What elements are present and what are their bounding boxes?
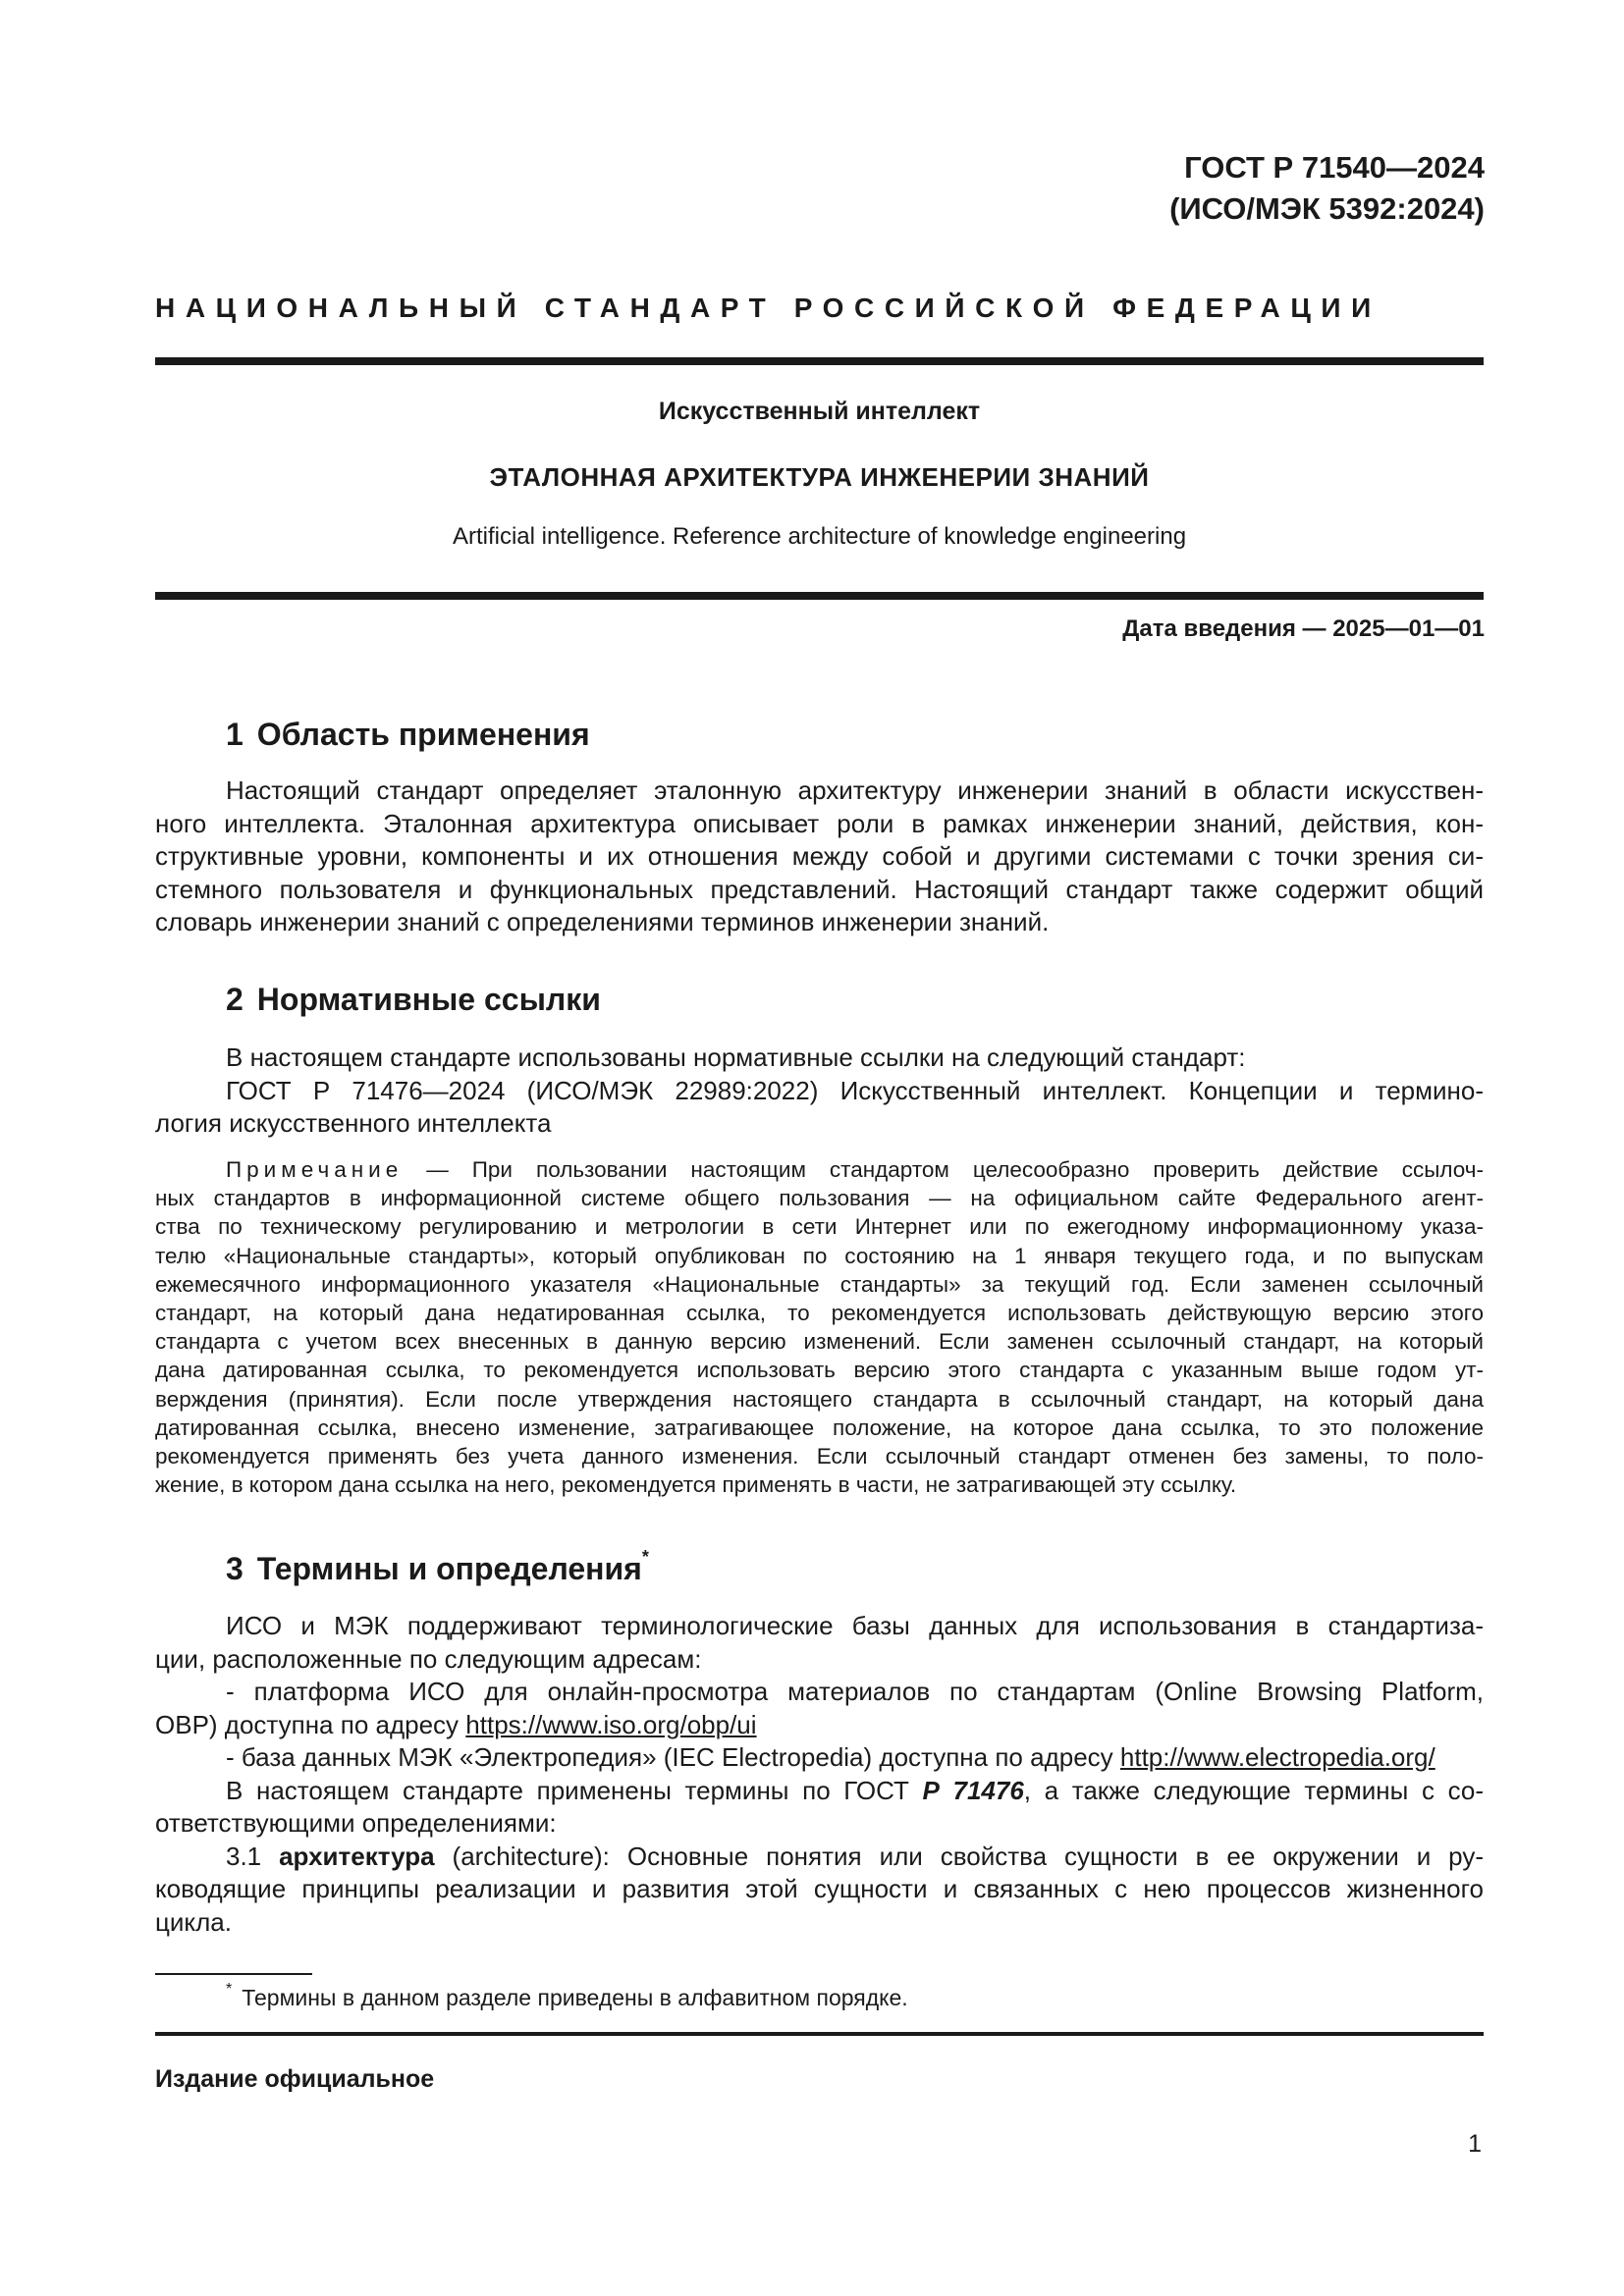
obp-item: - платформа ИСО для онлайн-просмотра материалов по стандартам (Online Browsing Platform, xyxy=(226,1677,1484,1706)
title-english: Artificial intelligence. Reference architecture of knowledge engineering xyxy=(452,523,1187,550)
section-1-line: Настоящий стандарт определяет эталонную архитектуру инженерии знаний в области искусствен- xyxy=(226,775,1484,805)
page-number: 1 xyxy=(1468,2130,1482,2158)
section-3-footnote-mark: * xyxy=(641,1547,649,1567)
note-line: верждения (принятия). Если после утверждения настоящего стандарта в ссылочный стандарт, на который дана xyxy=(155,1386,1484,1412)
note-line: дана датированная ссылка, то рекомендуется использовать версию этого стандарта с указанным выше годом ут- xyxy=(155,1358,1484,1383)
section-3-p1-cont: ции, расположенные по следующим адресам: xyxy=(155,1643,702,1674)
footnote-mark: * xyxy=(226,1981,233,1998)
section-1-line: стемного пользователя и функциональных представлений. Настоящий стандарт также содержит общий xyxy=(155,874,1484,904)
title-rule xyxy=(155,592,1484,600)
section-1-title: Область применения xyxy=(256,717,590,752)
section-3-p1: ИСО и МЭК поддерживают терминологические базы данных для использования в стандартиза- xyxy=(226,1611,1484,1640)
note-line: телю «Национальные стандарты», который опубликован по состоянию на 1 января текущего года, и по выпускам xyxy=(155,1243,1484,1268)
national-standard-heading: НАЦИОНАЛЬНЫЙ СТАНДАРТ РОССИЙСКОЙ ФЕДЕРАЦИИ xyxy=(155,293,1381,323)
section-3-p2: В настоящем стандарте применены термины по ГОСТ xyxy=(226,1775,923,1805)
standard-code-line2: (ИСО/МЭК 5392:2024) xyxy=(1169,191,1485,226)
note-line: ства по техническому регулированию и метрологии в сети Интернет или по ежегодному информационному указа- xyxy=(155,1214,1484,1240)
note-line: датированная ссылка, внесено изменение, затрагивающее положение, на которое дана ссылка, то это положение xyxy=(155,1415,1484,1440)
term-word: архитектура xyxy=(279,1841,435,1871)
standard-code xyxy=(1169,147,1485,230)
note-line: ных стандартов в информационной системе общего пользования — на официальном сайте Федерального агент- xyxy=(155,1186,1484,1211)
iec-item: - база данных МЭК «Электропедия» (IEC Electropedia) доступна по адресу xyxy=(226,1742,1120,1772)
section-3-heading xyxy=(226,1547,649,1587)
title-topic: Искусственный интеллект xyxy=(658,398,981,425)
section-2-title: Нормативные ссылки xyxy=(256,982,601,1017)
note-line: ежемесячного информационного указателя «Национальные стандарты» за текущий год. Если заменен ссылочный xyxy=(155,1271,1484,1297)
section-2-intro: В настоящем стандарте использованы нормативные ссылки на следующий стандарт: xyxy=(226,1042,1246,1072)
term-definition: (architecture): Основные понятия или свойства сущности в ее окружении и ру- xyxy=(434,1841,1485,1871)
note-line: стандарта с учетом всех внесенных в данную версию изменений. Если заменен ссылочный стандарт, на который xyxy=(155,1329,1484,1355)
title-main: ЭТАЛОННАЯ АРХИТЕКТУРА ИНЖЕНЕРИИ ЗНАНИЙ xyxy=(489,462,1150,492)
header-rule xyxy=(155,357,1484,365)
section-1-number: 1 xyxy=(226,717,244,752)
section-1-line: словарь инженерии знаний с определениями терминов инженерии знаний. xyxy=(155,907,1050,936)
effective-date: Дата введения — 2025—01—01 xyxy=(1122,615,1485,642)
obp-item-cont: OBP) доступна по адресу xyxy=(155,1709,466,1739)
gost-reference: Р 71476 xyxy=(922,1775,1024,1805)
section-1-line: ного интеллекта. Эталонная архитектура описывает роли в рамках инженерии знаний, действия, кон- xyxy=(155,808,1484,838)
section-1-heading xyxy=(226,717,590,753)
section-3-p2-tail: , а также следующие термины с со- xyxy=(1023,1775,1484,1805)
obp-link[interactable]: https://www.iso.org/obp/ui xyxy=(465,1709,757,1739)
footnote-rule xyxy=(155,1973,312,1975)
footnote xyxy=(226,1981,908,2011)
term-definition-end: цикла. xyxy=(155,1906,232,1937)
footnote-text: Термины в данном разделе приведены в алфавитном порядке. xyxy=(242,1985,908,2010)
section-2-number: 2 xyxy=(226,982,244,1017)
note-line: рекомендуется применять без учета данного изменения. Если ссылочный стандарт отменен без замены, то поло- xyxy=(155,1444,1484,1469)
note-line: — При пользовании настоящим стандартом целесообразно проверить действие ссылоч- xyxy=(403,1157,1484,1182)
section-1-line: структивные уровни, компоненты и их отношения между собой и другими системами с точки зрения си- xyxy=(155,841,1484,871)
section-3-body xyxy=(155,1610,1484,1939)
section-3-number: 3 xyxy=(226,1551,244,1586)
footer-rule xyxy=(155,2032,1484,2036)
term-definition-cont: ководящие принципы реализации и развития этой сущности и связанных с нею процессов жизненного xyxy=(155,1874,1484,1903)
section-3-p2-cont: ответствующими определениями: xyxy=(155,1808,557,1838)
section-3-title: Термины и определения xyxy=(256,1551,642,1586)
note-line: стандарт, на который дана недатированная ссылка, то рекомендуется использовать действующую версию этого xyxy=(155,1301,1484,1326)
term-number: 3.1 xyxy=(226,1841,280,1871)
section-2-body xyxy=(155,1041,1484,1141)
note-label: Примечание xyxy=(226,1157,404,1182)
electropedia-link[interactable]: http://www.electropedia.org/ xyxy=(1119,1742,1435,1772)
section-2-note xyxy=(155,1155,1484,1499)
section-1-body xyxy=(155,774,1484,939)
note-line: жение, в котором дана ссылка на него, рекомендуется применять в части, не затрагивающей эту ссылку. xyxy=(155,1472,1237,1498)
normative-reference-cont: логия искусственного интеллекта xyxy=(155,1108,552,1138)
normative-reference: ГОСТ Р 71476—2024 (ИСО/МЭК 22989:2022) Искусственный интеллект. Концепции и термино- xyxy=(226,1075,1484,1105)
section-2-heading xyxy=(226,982,601,1018)
standard-code-line1: ГОСТ Р 71540—2024 xyxy=(1184,150,1485,185)
official-edition: Издание официальное xyxy=(155,2065,435,2093)
